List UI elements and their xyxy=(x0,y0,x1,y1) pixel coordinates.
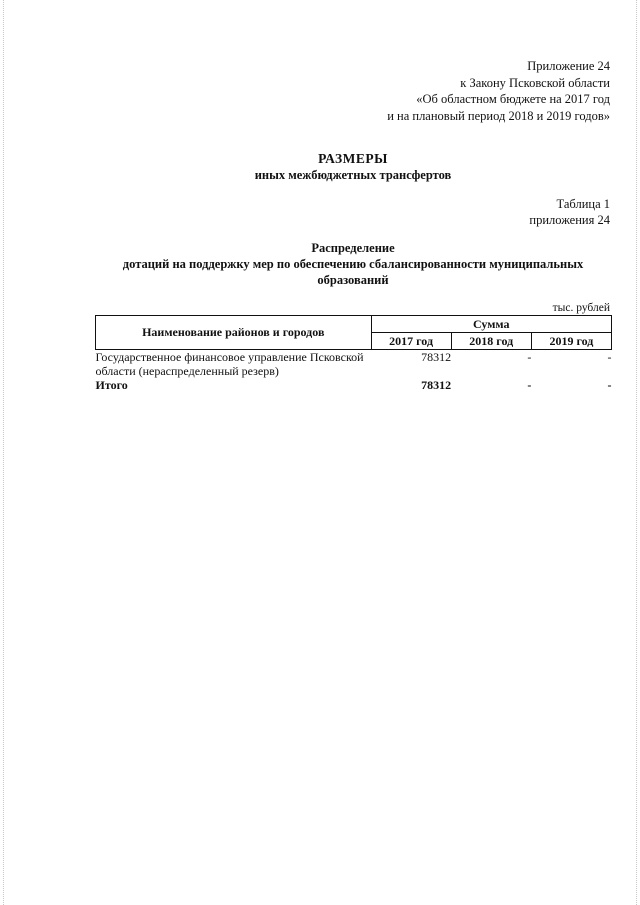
total-value-2017: 78312 xyxy=(421,378,452,392)
row-value-2017: 78312 xyxy=(421,350,452,364)
row-name: Государственное финансовое управление Псковской области (нераспределенный резерв) xyxy=(95,350,364,378)
header-year-2019: 2019 год xyxy=(531,333,611,350)
units-label: тыс. рублей xyxy=(552,302,610,314)
table-row xyxy=(96,350,612,379)
table-total-row xyxy=(96,378,612,392)
scan-right-edge xyxy=(636,0,637,905)
row-value-2018: - xyxy=(527,350,532,364)
appendix-line-3: «Об областном бюджете на 2017 год xyxy=(416,92,610,106)
appendix-line-4: и на плановый период 2018 и 2019 годов» xyxy=(387,108,610,123)
distribution-title-line-3: образований xyxy=(317,273,389,287)
header-name: Наименование районов и городов xyxy=(96,316,372,350)
table-header-row xyxy=(96,316,612,333)
distribution-title-line-1: Распределение xyxy=(311,241,395,255)
page-title: РАЗМЕРЫ xyxy=(318,151,388,166)
total-value-2019: - xyxy=(607,378,612,392)
transfers-table xyxy=(95,315,612,392)
page-subtitle: иных межбюджетных трансфертов xyxy=(254,168,452,182)
table-reference xyxy=(529,196,610,228)
header-year-2017: 2017 год xyxy=(371,333,451,350)
distribution-title-line-2: дотаций на поддержку мер по обеспечению сбалансированности муниципальных xyxy=(122,257,584,271)
distribution-title xyxy=(60,240,640,288)
appendix-line-1: Приложение 24 xyxy=(527,59,610,73)
header-year-2018: 2018 год xyxy=(451,333,531,350)
table-ref-line-2: приложения 24 xyxy=(529,213,610,227)
scan-left-edge xyxy=(3,0,4,905)
table-ref-line-1: Таблица 1 xyxy=(556,197,610,211)
row-value-2019: - xyxy=(607,350,612,364)
header-sum: Сумма xyxy=(371,316,611,333)
total-name: Итого xyxy=(95,378,128,392)
total-value-2018: - xyxy=(527,378,532,392)
appendix-reference xyxy=(387,58,610,124)
appendix-line-2: к Закону Псковской области xyxy=(460,75,610,90)
